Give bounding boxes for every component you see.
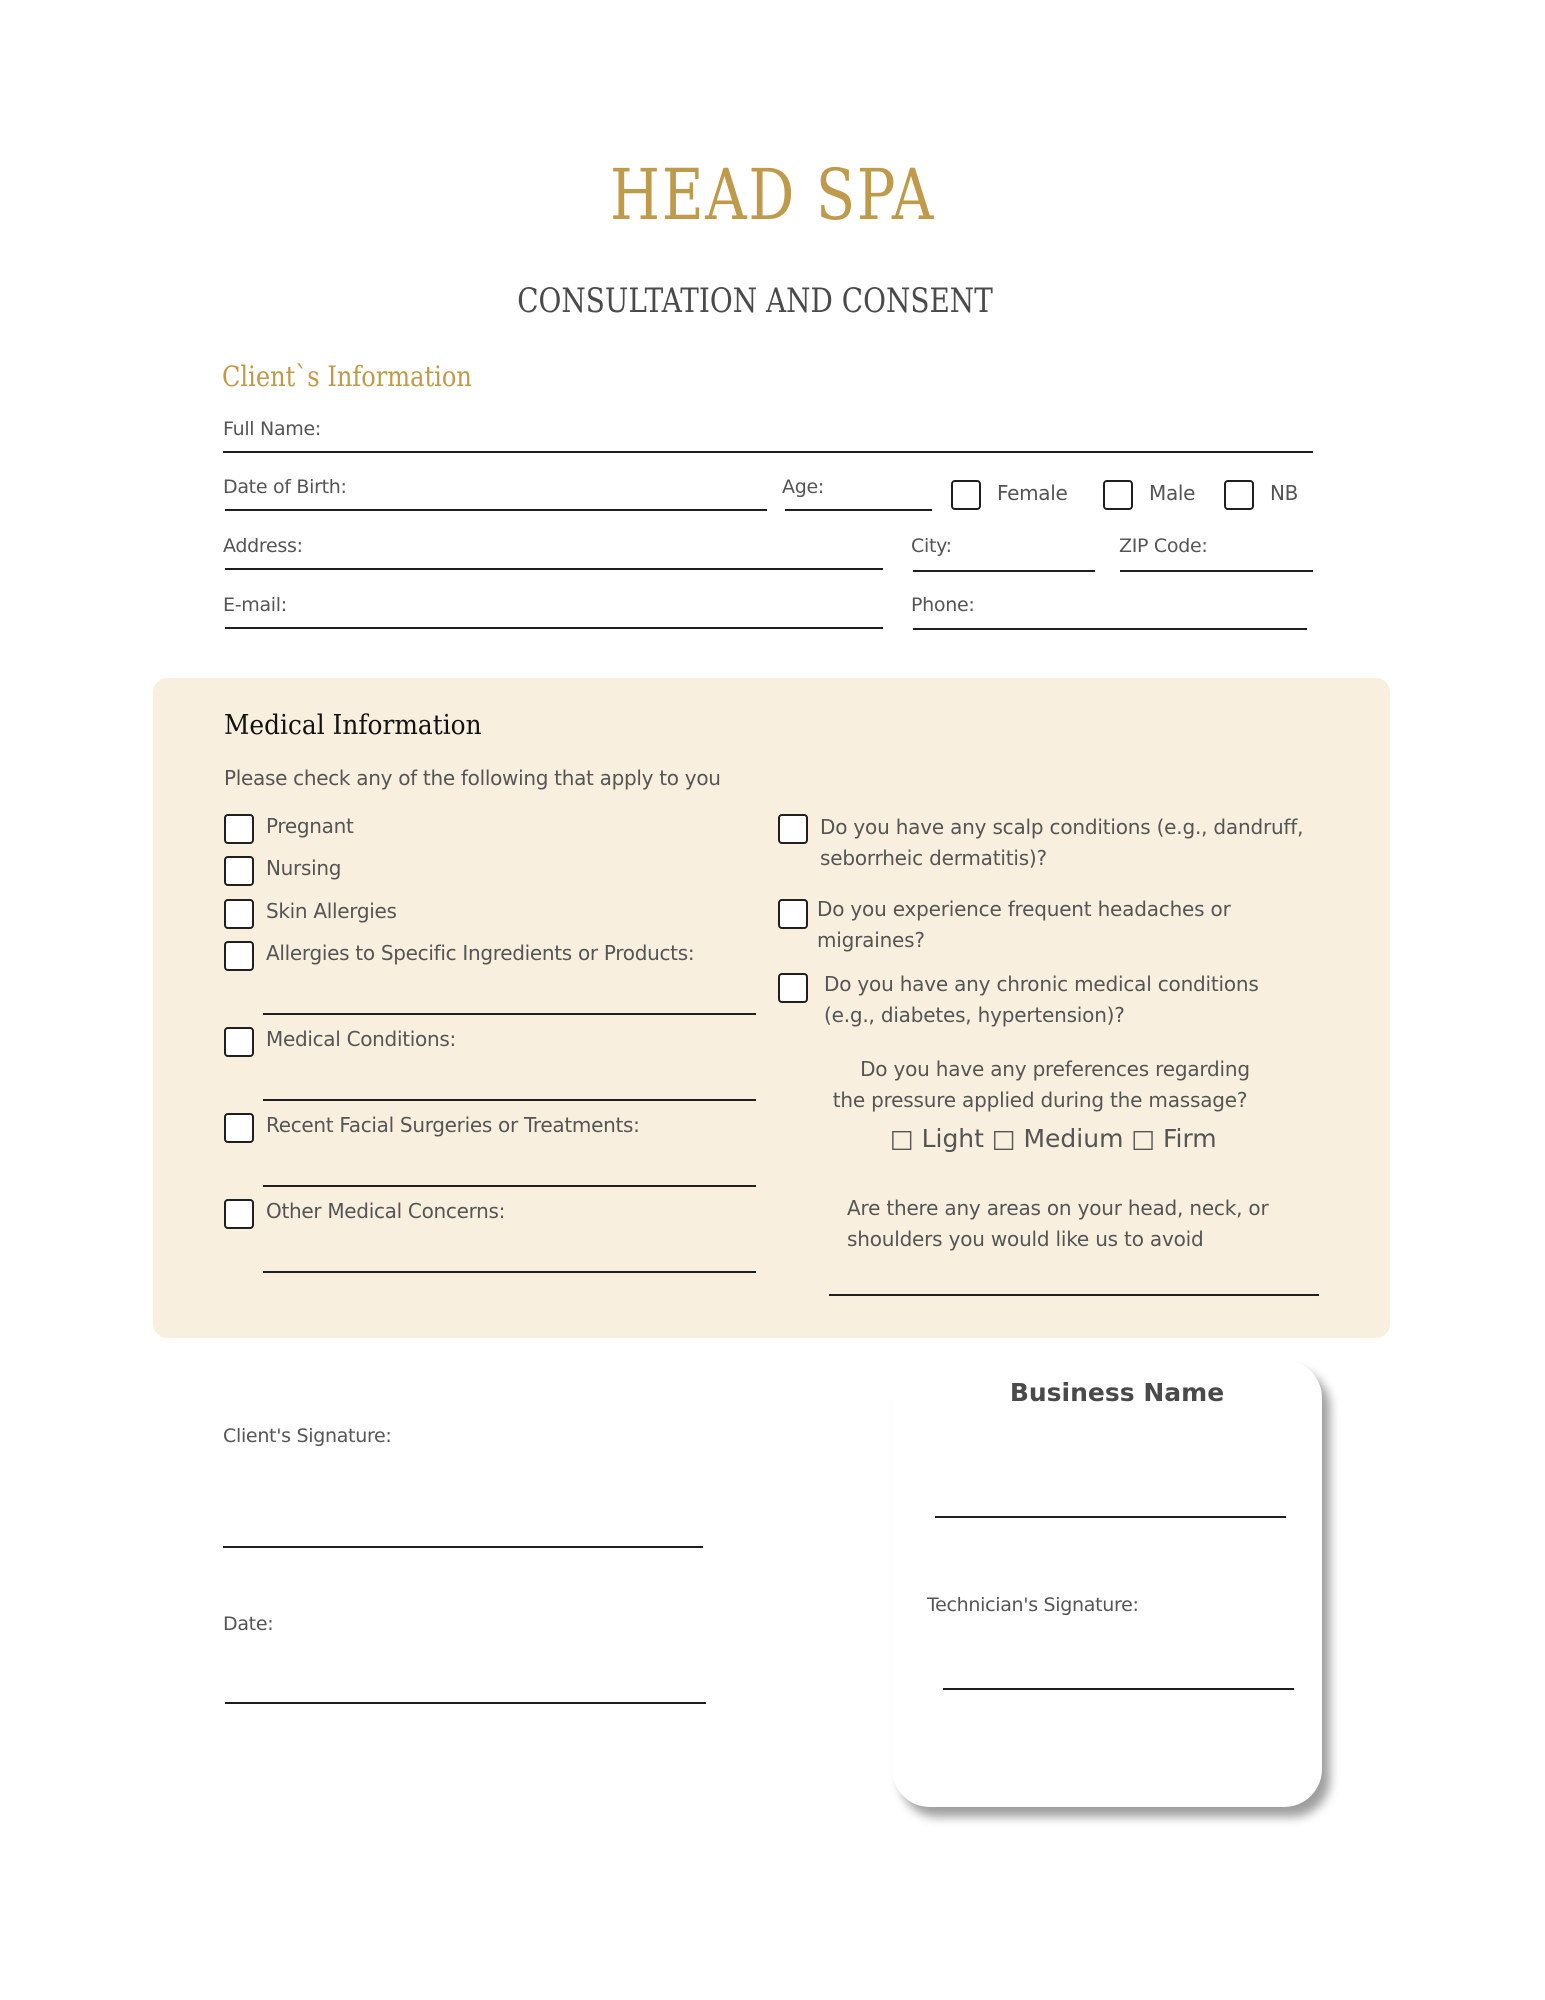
age-field[interactable]	[785, 509, 932, 511]
medical-conditions-label: Medical Conditions:	[266, 1027, 456, 1051]
phone-label: Phone:	[911, 594, 975, 616]
business-name-field[interactable]	[935, 1516, 1286, 1518]
ingredient-allergies-label: Allergies to Specific Ingredients or Products:	[266, 941, 695, 965]
pressure-options[interactable]: □ Light □ Medium □ Firm	[890, 1124, 1217, 1153]
technician-signature-field[interactable]	[943, 1688, 1294, 1690]
client-info-heading: Client`s Information	[222, 360, 472, 393]
address-field[interactable]	[225, 568, 883, 570]
client-signature-label: Client's Signature:	[223, 1425, 392, 1447]
skin-allergies-label: Skin Allergies	[266, 899, 397, 923]
recent-surgeries-label: Recent Facial Surgeries or Treatments:	[266, 1113, 640, 1137]
recent-surgeries-checkbox[interactable]	[224, 1113, 254, 1143]
page-title: HEAD SPA	[610, 154, 935, 236]
chronic-question-line1: Do you have any chronic medical conditions	[824, 972, 1259, 996]
avoid-question-line1: Are there any areas on your head, neck, or	[847, 1196, 1269, 1220]
chronic-conditions-checkbox[interactable]	[778, 973, 808, 1003]
address-label: Address:	[223, 535, 303, 557]
nursing-label: Nursing	[266, 856, 342, 880]
pressure-question-line1: Do you have any preferences regarding	[860, 1057, 1250, 1081]
medical-instruction: Please check any of the following that apply to you	[224, 766, 721, 790]
date-field[interactable]	[225, 1702, 706, 1704]
city-label: City:	[911, 535, 952, 557]
headaches-checkbox[interactable]	[778, 899, 808, 929]
age-label: Age:	[782, 476, 824, 498]
nb-checkbox[interactable]	[1224, 480, 1254, 510]
phone-field[interactable]	[913, 628, 1307, 630]
pregnant-checkbox[interactable]	[224, 814, 254, 844]
headaches-question-line2: migraines?	[817, 928, 925, 952]
full-name-field[interactable]	[223, 451, 1313, 453]
email-field[interactable]	[225, 627, 883, 629]
avoid-question-line2: shoulders you would like us to avoid	[847, 1227, 1204, 1251]
scalp-conditions-question	[820, 812, 1303, 874]
dob-field[interactable]	[225, 509, 767, 511]
skin-allergies-checkbox[interactable]	[224, 899, 254, 929]
business-name: Business Name	[1009, 1378, 1225, 1407]
zip-label: ZIP Code:	[1119, 535, 1208, 557]
female-label: Female	[997, 481, 1068, 505]
dob-label: Date of Birth:	[223, 476, 347, 498]
business-card	[892, 1360, 1322, 1807]
technician-signature-label: Technician's Signature:	[927, 1594, 1139, 1616]
email-label: E-mail:	[223, 594, 287, 616]
nb-label: NB	[1270, 481, 1299, 505]
medical-info-heading: Medical Information	[224, 710, 482, 741]
pressure-question	[790, 1054, 1290, 1116]
chronic-conditions-question	[824, 969, 1259, 1031]
pregnant-label: Pregnant	[266, 814, 354, 838]
scalp-question-line1: Do you have any scalp conditions (e.g., dandruff,	[820, 815, 1304, 839]
date-label: Date:	[223, 1613, 274, 1635]
male-label: Male	[1149, 481, 1196, 505]
chronic-question-line2: (e.g., diabetes, hypertension)?	[824, 1003, 1125, 1027]
headaches-question-line1: Do you experience frequent headaches or	[817, 897, 1231, 921]
scalp-conditions-checkbox[interactable]	[778, 814, 808, 844]
other-concerns-field[interactable]	[263, 1271, 756, 1273]
ingredient-allergies-checkbox[interactable]	[224, 941, 254, 971]
avoid-areas-question	[847, 1193, 1268, 1255]
medical-conditions-checkbox[interactable]	[224, 1027, 254, 1057]
other-concerns-label: Other Medical Concerns:	[266, 1199, 506, 1223]
city-field[interactable]	[913, 570, 1095, 572]
medical-conditions-field[interactable]	[263, 1099, 756, 1101]
nursing-checkbox[interactable]	[224, 856, 254, 886]
avoid-areas-field[interactable]	[829, 1294, 1319, 1296]
female-checkbox[interactable]	[951, 480, 981, 510]
male-checkbox[interactable]	[1103, 480, 1133, 510]
client-signature-field[interactable]	[223, 1546, 703, 1548]
other-concerns-checkbox[interactable]	[224, 1199, 254, 1229]
pressure-question-line2: the pressure applied during the massage?	[832, 1088, 1248, 1112]
scalp-question-line2: seborrheic dermatitis)?	[820, 846, 1047, 870]
ingredient-allergies-field[interactable]	[263, 1013, 756, 1015]
zip-field[interactable]	[1120, 570, 1313, 572]
full-name-label: Full Name:	[223, 418, 321, 440]
page-subtitle: CONSULTATION AND CONSENT	[517, 281, 993, 321]
recent-surgeries-field[interactable]	[263, 1185, 756, 1187]
headaches-question	[817, 894, 1231, 956]
